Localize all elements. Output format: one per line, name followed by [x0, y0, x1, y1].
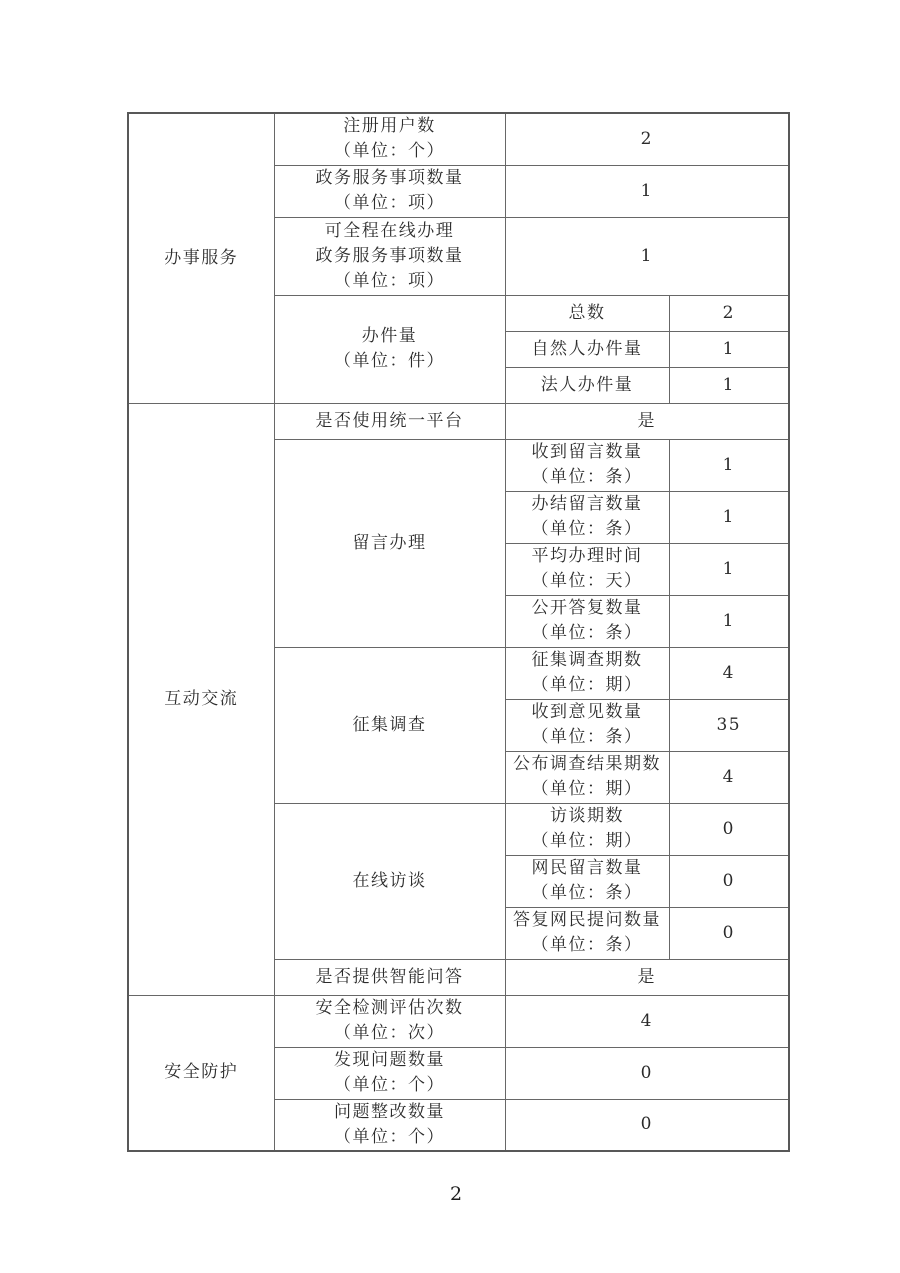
submetric-line: 总数 — [568, 302, 606, 323]
report-table — [127, 112, 790, 1152]
metric-cell — [274, 217, 505, 295]
metric-line: 注册用户数 — [343, 116, 436, 137]
unit-line: （单位：条） — [531, 935, 643, 955]
submetric-cell — [505, 439, 669, 491]
unit-line: （单位：项） — [334, 270, 445, 291]
unit-line: （单位：件） — [334, 351, 445, 371]
submetric-line: 平均办理时间 — [531, 546, 643, 566]
metric-cell — [274, 165, 505, 217]
submetric-cell — [505, 491, 669, 543]
metric-cell — [274, 995, 505, 1047]
unit-line: （单位：条） — [531, 727, 643, 747]
submetric-cell — [505, 595, 669, 647]
value-cell: 0 — [669, 855, 789, 907]
metric-cell — [274, 403, 505, 439]
value-cell: 35 — [669, 699, 789, 751]
value-cell: 0 — [669, 803, 789, 855]
metric-cell — [274, 439, 505, 647]
metric-line: 是否使用统一平台 — [315, 410, 464, 431]
unit-line: （单位：天） — [531, 571, 643, 591]
submetric-cell — [505, 855, 669, 907]
submetric-cell — [505, 543, 669, 595]
unit-line: （单位：项） — [334, 193, 445, 213]
metric-line: 可全程在线办理 — [324, 220, 455, 241]
submetric-line: 办结留言数量 — [531, 494, 643, 514]
value-cell: 1 — [669, 367, 789, 403]
submetric-cell — [505, 647, 669, 699]
group-label: 互动交流 — [164, 688, 239, 709]
unit-line: （单位：个） — [334, 1075, 445, 1095]
metric-line: 是否提供智能问答 — [315, 966, 464, 987]
submetric-line: 访谈期数 — [550, 806, 624, 826]
unit-line: （单位：期） — [531, 831, 643, 851]
unit-line: （单位：条） — [531, 883, 643, 903]
value-cell: 1 — [669, 543, 789, 595]
unit-line: （单位：条） — [531, 519, 643, 539]
metric-line: 政务服务事项数量 — [315, 168, 464, 188]
submetric-cell — [505, 331, 669, 367]
submetric-line: 法人办件量 — [540, 374, 634, 395]
page-number: 2 — [449, 1183, 463, 1205]
submetric-line: 征集调查期数 — [531, 650, 643, 670]
value-cell: 0 — [505, 1047, 789, 1099]
metric-line: 发现问题数量 — [334, 1050, 445, 1070]
value-cell: 1 — [669, 439, 789, 491]
metric-line: 留言办理 — [352, 532, 427, 553]
unit-line: （单位：个） — [334, 141, 445, 162]
value-cell: 1 — [669, 595, 789, 647]
metric-cell — [274, 959, 505, 995]
metric-line: 安全检测评估次数 — [315, 998, 464, 1018]
metric-cell — [274, 803, 505, 959]
value-cell: 4 — [669, 751, 789, 803]
value-cell: 1 — [505, 217, 789, 295]
section-group-cell — [128, 995, 274, 1151]
metric-cell — [274, 1047, 505, 1099]
value-cell: 4 — [669, 647, 789, 699]
submetric-cell — [505, 803, 669, 855]
submetric-cell — [505, 699, 669, 751]
metric-cell — [274, 1099, 505, 1151]
value-cell: 0 — [505, 1099, 789, 1151]
submetric-line: 公开答复数量 — [531, 598, 643, 618]
value-cell: 1 — [505, 165, 789, 217]
submetric-cell — [505, 907, 669, 959]
value-cell: 1 — [669, 491, 789, 543]
value-cell: 1 — [669, 331, 789, 367]
unit-line: （单位：条） — [531, 467, 643, 487]
submetric-line: 答复网民提问数量 — [513, 910, 661, 930]
value-cell: 2 — [669, 295, 789, 331]
submetric-line: 公布调查结果期数 — [513, 754, 661, 774]
value-cell: 0 — [669, 907, 789, 959]
metric-cell — [274, 113, 505, 165]
submetric-cell — [505, 751, 669, 803]
unit-line: （单位：个） — [334, 1126, 445, 1147]
unit-line: （单位：条） — [531, 623, 643, 643]
group-label: 办事服务 — [164, 247, 239, 268]
metric-line: 征集调查 — [352, 714, 427, 735]
submetric-line: 收到意见数量 — [531, 702, 643, 722]
submetric-line: 自然人办件量 — [531, 338, 643, 359]
value-cell: 4 — [505, 995, 789, 1047]
value-cell: 是 — [505, 403, 789, 439]
unit-line: （单位：期） — [531, 675, 643, 695]
metric-line: 问题整改数量 — [334, 1101, 445, 1122]
section-group-cell — [128, 113, 274, 403]
metric-cell — [274, 647, 505, 803]
submetric-cell — [505, 367, 669, 403]
section-group-cell — [128, 403, 274, 995]
submetric-line: 网民留言数量 — [531, 858, 643, 878]
submetric-cell — [505, 295, 669, 331]
unit-line: （单位：次） — [334, 1023, 445, 1043]
metric-line: 在线访谈 — [352, 870, 427, 891]
metric-cell — [274, 295, 505, 403]
unit-line: （单位：期） — [531, 779, 643, 799]
value-cell: 2 — [505, 113, 789, 165]
metric-line: 政务服务事项数量 — [315, 245, 464, 266]
submetric-line: 收到留言数量 — [531, 442, 643, 462]
metric-line: 办件量 — [361, 326, 418, 346]
value-cell: 是 — [505, 959, 789, 995]
group-label: 安全防护 — [164, 1062, 239, 1083]
